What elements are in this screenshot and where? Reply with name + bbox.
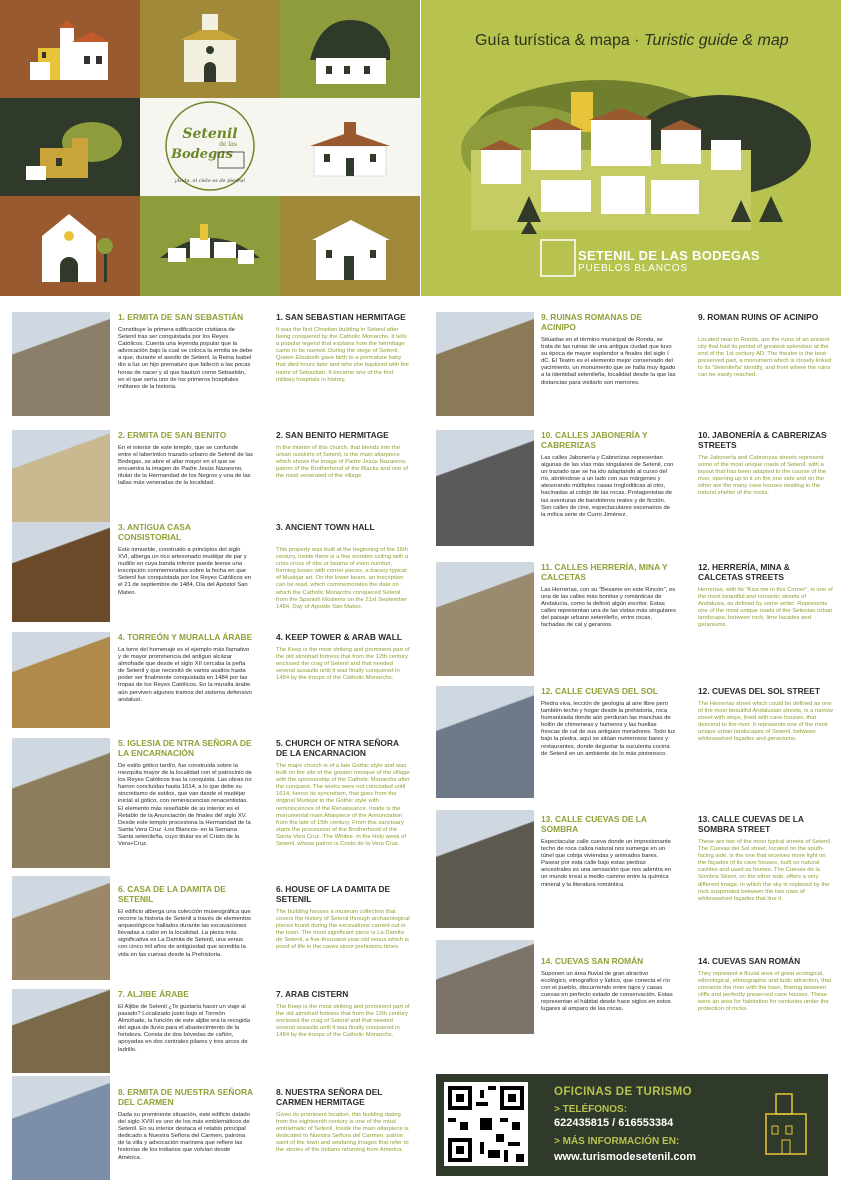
site-text-es: Dada su prominente situación, este edificio datado del siglo XVIII es uno de los más emblemáticos de Setenil. En su interior destaca el retablo principal dedicado a Nuestra Señora del Carmen, patrona de la villa y advocación marinera que refiere las historias de los indianos que volvían desde América.: [118, 1112, 250, 1161]
logo-line3: Bodegas: [171, 147, 233, 162]
site-title-es: 2. ERMITA DE SAN BENITO: [118, 430, 227, 440]
site-title-en: 10. JABONERÍA & CABRERIZAS STREETS: [698, 430, 827, 450]
setenil-logo: [140, 98, 280, 196]
site-text-es: De estilo gótico tardío, fue construida sobre la mezquita mayor de la localidad con el patrocinio de los Reyes Católicos tras la conquista. Las obras no fueron concluidas hasta 1614, a lo que debe su sincretismo de estilos, que van desde el mudéjar inicial al gótico, con reminiscencias renacentistas. El elemento más reseñable de su interior es el Retablo de la Anunciación de finales del siglo XV. Desde este templo procesiona la Hermandad de la Santa Vera Cruz -Los Blancos- en la Semana Santa setenileña, cuyo titular es el Cristo de la Vera+Cruz.: [118, 763, 252, 848]
site-title-es: 10. CALLES JABONERÍA Y CABRERIZAS: [541, 430, 648, 450]
site-photo: [12, 738, 110, 868]
site-title-es: 13. CALLE CUEVAS DE LA SOMBRA: [541, 814, 647, 834]
site-title-es: 7. ALJIBE ÁRABE: [118, 989, 189, 999]
site-title-es: 5. IGLESIA DE NTRA SEÑORA DE LA ENCARNACIÓN: [118, 738, 252, 758]
site-photo: [436, 686, 534, 798]
site-title-en: 4. KEEP TOWER & ARAB WALL: [276, 632, 402, 642]
qr-code[interactable]: [444, 1082, 528, 1166]
site-title-es: 12. CALLE CUEVAS DEL SOL: [541, 686, 658, 696]
site-text-en: The Keep is the most striking and prominent part of the old almohad fortress that from the 12th century enclosed the crag of Setenil and that needed several assaults until it was finally conquered in 1484 by the troops of the Catholic Monarchs.: [276, 647, 410, 682]
site-title-en: 13. CALLE CUEVAS DE LA SOMBRA STREET: [698, 814, 804, 834]
site-title-en: 1. SAN SEBASTIAN HERMITAGE: [276, 312, 406, 322]
site-title-en: 3. ANCIENT TOWN HALL: [276, 522, 375, 532]
site-title-en: 14. CUEVAS SAN ROMÁN: [698, 956, 801, 966]
site-text-es: La torre del homenaje es el ejemplo más llamativo y de mayor prominencia del antiguo alcázar almohade que desde el siglo XII cercaba la peña de Setenil y que necesitó de varios asaltos hasta poder ser finalmente conquistada en 1484 por las tropas de los Reyes Católicos. En la muralla árabe aún perviven algunos tramos del sistema defensivo andalusí.: [118, 647, 252, 703]
phones-label: > TELÉFONOS:: [554, 1104, 628, 1115]
site-photo: [12, 876, 110, 980]
site-text-es: El edificio alberga una colección museográfica que recorre la historia de Setenil a través de elementos arqueológicos hallados durante las excavaciones llevadas a cabo en la localidad. La pieza más significativa es La Damita de Setenil, una venus con cinco mil años de antigüedad que acredita la vida en las cuevas desde la Prehistoria.: [118, 909, 251, 958]
site-title-es: 11. CALLES HERRERÍA, MINA Y CALCETAS: [541, 562, 668, 582]
site-text-en: It was the first Christian building in Setenil after being conquered by the Catholic Monarchs. It tells a popular legend that explains how the hermitage came to be named. During the siege of Setenil, Queen Elisabeth gave birth to a premature baby that died hours later and who she baptized with the name of Sebastián. It became one of the first military hospitals in history.: [276, 327, 409, 383]
tile-hermitage-illustration: [140, 0, 280, 98]
info-label: > MÁS INFORMACIÓN EN:: [554, 1136, 680, 1147]
site-title-es: 14. CUEVAS SAN ROMÁN: [541, 956, 644, 966]
cover-title-en: Turistic guide & map: [643, 32, 789, 49]
site-title-en: 9. ROMAN RUINS OF ACINIPO: [698, 312, 819, 322]
site-photo: [12, 632, 110, 728]
site-text-en: The major church is of a late Gothic style and was built on the site of the greater mosque of the village with the sponsorship of the Catholic Monarchs after the conquest. The works were not concluded until 1614, hence its syncretism, that goes from the original Mudejar to the Gothic style with reminiscences of the Renaissance. Inside is the monumental main Altarpiece of the Annunciation from the late of 15th century. From this sanctuary starts the procession of the Brotherhood of the Santa Vera Cruz -The Whites- in the Holy week of Setenil, whose patron is Cristo de la Vera Cruz.: [276, 763, 410, 848]
site-text-en: The building houses a museum collection that covers the history of Setenil through archaeological pieces found during the excavations carried out in the town. The most significant piece is La Damita de Setenil, a five-thousand-year-old venus which is proof of life in the caves since prehistoric times.: [276, 909, 410, 951]
site-photo: [436, 562, 534, 676]
logo-line1: Setenil: [182, 126, 238, 142]
site-text-en: The Jabonería and Cabrerizas streets represent some of the most unique roads of Setenil, with a layout that has been adapted to the course of the river, opening up to it on the one side and on the other are the many cave houses nestling in the natural shelter of the rocks.: [698, 455, 827, 497]
site-title-en: 7. ARAB CISTERN: [276, 989, 349, 999]
castle-outline-icon: [756, 1088, 816, 1158]
tile-town-hall-illustration: [280, 98, 420, 196]
site-text-es: En el interior de este templo, que se confunde entre el laberíntico trazado urbano de Setenil de las Bodegas, se abre el altar mayor en el que se encuentra la imagen de Padre Jesús Nazareno, titular de la Hermandad de los Negros y una de las tallas más veneradas de la localidad.: [118, 445, 253, 487]
site-title-en: 2. SAN BENITO HERMITAGE: [276, 430, 389, 440]
site-title-es: 3. ANTIGUA CASA CONSISTORIAL: [118, 522, 191, 542]
site-text-es: Piedra viva, lección de geología al aire libre pero también techo y hogar desde la prehistoria, roca humanizada donde aún perduran las manchas de hollín de chimeneas y humeros y las huellas frescas de cal de sus antiguos moradores. Todo luz bajo la piedra, aquí se sitúan numerosos bares y restaurantes, donde degustar la suculenta cocina de Setenil en un ambiente de lo más pintoresco.: [541, 701, 676, 757]
site-text-en: Given its prominent location, this building dating from the eighteenth century is one of the most emblematic of Setenil. Inside the main altarpiece is dedicated to Nuestra Señora del Carmen, patron saint of the town and seafaring images that refer to the stories of the Indians returning from America.: [276, 1112, 409, 1154]
site-title-en: 8. NUESTRA SEÑORA DEL CARMEN HERMITAGE: [276, 1087, 383, 1107]
site-title-es: 9. RUINAS ROMANAS DE ACINIPO: [541, 312, 642, 332]
site-text-en: These are two of the most typical streets of Setenil. The Cuevas del Sol street, located on the south-facing side, is the one that receives more light on the façades of its cave houses, built on natural cavities and used as homes. The Cuevas de la Sombra Street, on the other side, offers a very different image, in which the sky is replaced by the rock suspended between the two rows of whitewashed façades that line it.: [698, 839, 832, 902]
tourism-title: OFICINAS DE TURISMO: [554, 1086, 692, 1098]
site-text-en: This property was built at the beginning of the 16th century, inside there is a fine wooden ceiling with a criss-cross of ribs or beams of even number, forming boxes with corner pieces, a tracery typical of Mudejar art. On the lower beam, an inscription can be read, which commemorates the date on which the Catholic Monarchs conquered Setenil from the Spanish Moslems on the 21st September 1484, Day of Apostle San Mateo.: [276, 547, 409, 610]
site-text-es: Situadas en el término municipal de Ronda, se trata de las ruinas de una antigua ciudad que tuvo su época de mayor esplendor a finales del siglo I dC. El Teatro es el elemento mejor conservado del yacimiento, un monumento que se halla muy ligado a la identidad setenileña, localidad desde la que las distancias para visitarlo son menores.: [541, 337, 676, 386]
site-title-es: 4. TORREÓN Y MURALLA ÁRABE: [118, 632, 253, 642]
logo-slogan: ¡Anda, el cielo es de piedra!: [174, 178, 246, 184]
website-link[interactable]: www.turismodesetenil.com: [554, 1151, 697, 1163]
site-text-es: Las calles Jabonería y Cabrerizas representan algunas de las vías más singulares de Setenil, con un trazado que se ha ido adaptando al curso del río, abriéndose a un lado con sus márgenes y atesorando múltiples casas trogloditicas al otro, hacinadas al cobijo de las rocas. Protagonistas de las aventuras de bandoleros reales y de ficción. Son calles de cine, espectaculares escenarios de la mítica serie de Curro Jiménez.: [541, 455, 674, 518]
site-photo: [12, 312, 110, 416]
site-text-en: In the interior of this church, that blends into the urban outskirts of Setenil, is the main altarpiece which shows the image of Padre Jesús Nazareno, patron of the Brotherhood of the Blacks and one of the most venerated of the village.: [276, 445, 408, 480]
site-photo: [12, 522, 110, 622]
cover-title: [475, 32, 789, 50]
site-title-en: 12. CUEVAS DEL SOL STREET: [698, 686, 820, 696]
brand-logo-icon: [541, 240, 575, 276]
brand-subtitle: PUEBLOS BLANCOS: [578, 263, 688, 274]
site-text-es: Suponen un área fluvial de gran atractivo ecológico, etnográfico y lúdico, que conecta el río con el pueblo, discurriendo entre tajos y casas cuevas en perfecto estado de conservación. Estas representan el hábitat desde hace siglos en estos lugares al amparo de las rocas.: [541, 971, 673, 1013]
tile-castle-illustration: [0, 98, 140, 196]
tile-village-illustration: [0, 0, 140, 98]
site-text-es: El Aljibe de Setenil ¿Te gustaría hacer un viaje al pasado? Localizado justo bajo el Torreón Almohade, la función de este aljibe era la recogida del agua de lluvia para el abastecimiento de la fortaleza. Consta de dos bóvedas de cañón, apoyadas en dos centrales pilares y tres arcos de ladrillo.: [118, 1004, 250, 1053]
phones-value[interactable]: 622435815 / 616553384: [554, 1117, 674, 1129]
site-title-es: 6. CASA DE LA DAMITA DE SETENIL: [118, 884, 226, 904]
brand-name: SETENIL DE LAS BODEGAS: [578, 248, 760, 263]
site-photo: [12, 430, 110, 522]
site-title-en: 5. CHURCH OF NTRA SEÑORA DE LA ENCARNACION: [276, 738, 399, 758]
site-title-es: 1. ERMITA DE SAN SEBASTIÁN: [118, 312, 244, 322]
cover-title-es: Guía turística & mapa ·: [475, 32, 640, 49]
tile-rock-houses-illustration: [280, 0, 420, 98]
site-text-en: They represent a fluvial area of great ecological, ethnological, ethnographic and ludic attraction, that connects the river with the town, flowing between cliffs and perfectly preserved cave houses. These were an area for habitation for centuries under the protection of rocks.: [698, 971, 831, 1013]
site-title-en: 12. HERRERÍA, MINA & CALCETAS STREETS: [698, 562, 790, 582]
site-text-en: The Keep is the most striking and prominent part of the old almohad fortress that from the 12th century enclosed the crag of Setenil and that needed several assaults until it was finally conquered in 1484 by the troops of the Catholic Monarchs.: [276, 1004, 410, 1039]
tile-town-panorama-illustration: [140, 196, 280, 296]
site-text-es: Constituye la primera edificación cristiana de Setenil tras ser conquistada por los Reyes Católicos. Cuenta una leyenda popular que la advocación bajo la cual se coloca la ermita se debe a que, durante el asedio de Setenil, la Reina Isabel dio a luz un hijo prematuro que falleció a las pocas horas de nacer y al que bautizó como Sebastián, en el que sería uno de los primeros hospitales militares de la historia.: [118, 327, 253, 390]
logo-line2: de las: [219, 141, 237, 148]
site-photo: [12, 1076, 110, 1180]
site-title-es: 8. ERMITA DE NUESTRA SEÑORA DEL CARMEN: [118, 1087, 253, 1107]
site-text-es: Este inmueble, construido a principios del siglo XVI, alberga un rico artesonado mudéjar de par y nudillo en cuya banda inferior puede leerse una inscripción conmemorativa sobre la fecha en que Setenil fue conquistada por los Reyes Católicos en el 21 de septiembre de 1484, Día del Apóstol San Mateo.: [118, 547, 251, 596]
site-text-en: Herrerías, with its "Kiss me in this Corner", is one of the most beautiful and romantic streets of Andalusia, as defined by some writer. Represents one of the most unique roads of the Setenian urban landscape, between rock, lime facades and geraniums.: [698, 587, 833, 629]
site-title-en: 6. HOUSE OF LA DAMITA DE SETENIL: [276, 884, 391, 904]
site-text-es: Espectacular calle cueva donde un impresionante techo de roca caliza natural nos sumerge en un túnel que cobija viviendas y animados bares. Pasear por esta calle bajo estas piedras ancestrales es una sensación que nos adentra en un mundo irreal a medio camino entre la química mineral y la literatura romántica.: [541, 839, 672, 888]
site-photo: [436, 312, 534, 416]
site-text-es: Las Herrerías, con su "Besame en este Rincón", es una de las calles más bonitas y románticas de Andalucía, como la definió algún escritor. Estas calles representan una de las vistas más singulares del paisaje urbano setenileño, entre rocas, fachadas de cal y geranios.: [541, 587, 676, 629]
site-text-en: The Herrerías street which could be defined as one of the most beautiful Andalusian streets, is a narrow street with steps, lined with cave houses, that descend to the river. It represents one of the most unique urban landscapes of Setenil, between whitewashed façades and geraniums.: [698, 701, 833, 743]
site-photo: [436, 430, 534, 546]
site-text-en: Located near to Ronda, are the ruins of an ancient city that had its period of greatest splendour at the end of the 1st century AD. The theatre is the best-preserved part, a monument which is closely linked to its 'Setenileña' identity, and from where the ruins can be easily reached.: [698, 337, 832, 379]
site-photo: [436, 940, 534, 1034]
site-photo: [436, 810, 534, 928]
tile-church-illustration: [0, 196, 140, 296]
site-photo: [12, 989, 110, 1073]
tile-house-illustration: [280, 196, 420, 296]
